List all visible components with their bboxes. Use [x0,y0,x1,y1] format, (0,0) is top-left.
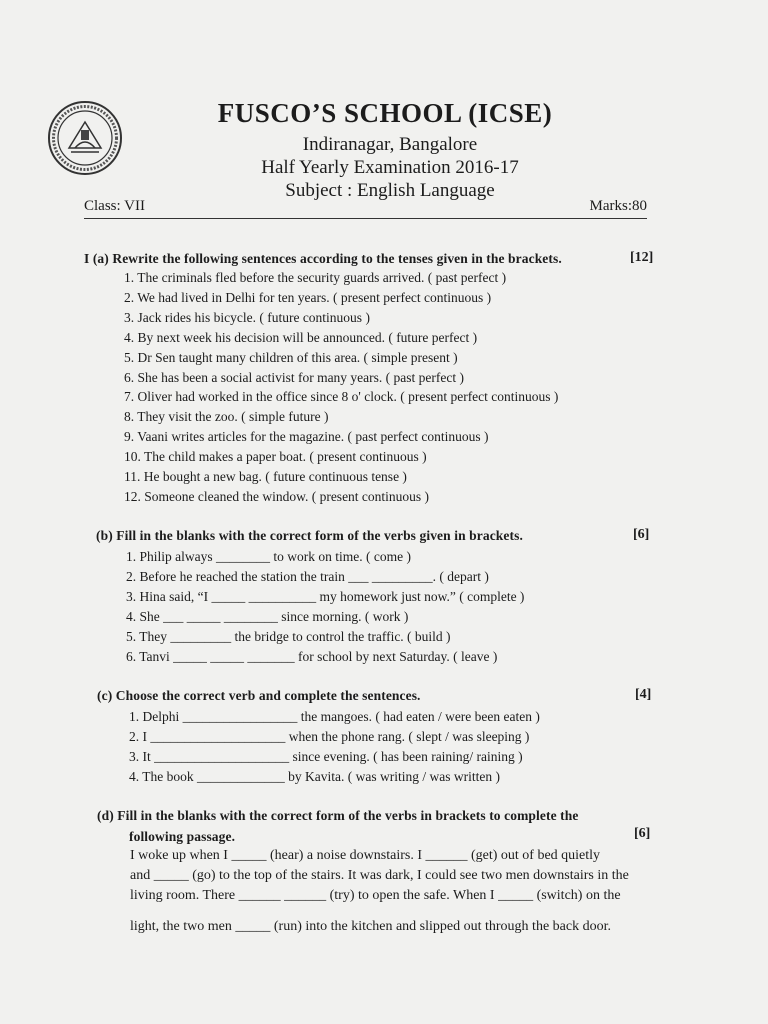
exam-subject: Subject : English Language [285,180,495,201]
section-d-marks: [6] [634,826,651,841]
list-item: 11. He bought a new bag. ( future continuous tense ) [124,469,407,485]
list-item: 1. Philip always ________ to work on time. ( come ) [126,549,411,564]
section-d-heading: (d) Fill in the blanks with the correct form of the verbs in brackets to complete the [97,808,579,823]
passage-line: living room. There ______ ______ (try) to open the safe. When I _____ (switch) on the [130,888,621,903]
list-item: 1. The criminals fled before the security guards arrived. ( past perfect ) [124,270,507,285]
section-b-list [126,547,524,666]
list-item: 5. They _________ the bridge to control the traffic. ( build ) [126,628,451,644]
class-label: Class: VII [84,198,145,214]
section-c-marks: [4] [635,687,652,702]
list-item: 7. Oliver had worked in the office since 8 o' clock. ( present perfect continuous ) [124,389,559,405]
list-item: 12. Someone cleaned the window. ( present continuous ) [124,488,430,504]
list-item: 6. Tanvi _____ _____ _______ for school by next Saturday. ( leave ) [126,648,498,664]
section-c-heading: (c) Choose the correct verb and complete the sentences. [97,688,421,703]
class-marks-row [84,198,647,219]
list-item: 3. Jack rides his bicycle. ( future continuous ) [124,309,370,325]
list-item: 2. We had lived in Delhi for ten years. ( present perfect continuous ) [124,289,492,305]
list-item: 2. I ____________________ when the phone rang. ( slept / was sleeping ) [129,728,530,744]
list-item: 10. The child makes a paper boat. ( present continuous ) [124,449,427,465]
list-item: 4. She ___ _____ ________ since morning. ( work ) [126,608,409,624]
list-item: 8. They visit the zoo. ( simple future ) [124,409,329,425]
section-a-list [124,268,558,507]
school-location: Indiranagar, Bangalore [302,134,478,155]
list-item: 4. The book _____________ by Kavita. ( was writing / was written ) [129,768,500,784]
list-item: 3. Hina said, “I _____ __________ my homework just now.” ( complete ) [126,588,525,604]
section-d-heading-cont: following passage. [129,829,236,844]
school-name: FUSCO’S SCHOOL (ICSE) [217,98,553,128]
section-c-list [129,707,540,787]
exam-title: Half Yearly Examination 2016-17 [261,157,519,178]
passage-line: and _____ (go) to the top of the stairs. It was dark, I could see two men downstairs in the [130,868,629,883]
list-item: 5. Dr Sen taught many children of this area. ( simple present ) [124,349,458,365]
list-item: 1. Delphi _________________ the mangoes. ( had eaten / were been eaten ) [129,709,540,724]
list-item: 9. Vaani writes articles for the magazine. ( past perfect continuous ) [124,429,489,445]
section-a-heading: I (a) Rewrite the following sentences according to the tenses given in the brackets. [84,251,562,266]
section-b-marks: [6] [633,527,650,542]
passage-line: I woke up when I _____ (hear) a noise downstairs. I ______ (get) out of bed quietly [130,848,601,863]
total-marks: Marks:80 [589,198,647,214]
school-seal-icon [47,100,123,176]
passage-line: light, the two men _____ (run) into the kitchen and slipped out through the back door. [130,919,611,934]
exam-header [150,98,630,202]
list-item: 6. She has been a social activist for many years. ( past perfect ) [124,369,464,385]
list-item: 3. It ____________________ since evening. ( has been raining/ raining ) [129,748,523,764]
list-item: 4. By next week his decision will be announced. ( future perfect ) [124,329,478,345]
section-b-heading: (b) Fill in the blanks with the correct form of the verbs given in brackets. [96,528,523,543]
list-item: 2. Before he reached the station the train ___ _________. ( depart ) [126,568,489,584]
section-a-marks: [12] [630,250,654,265]
